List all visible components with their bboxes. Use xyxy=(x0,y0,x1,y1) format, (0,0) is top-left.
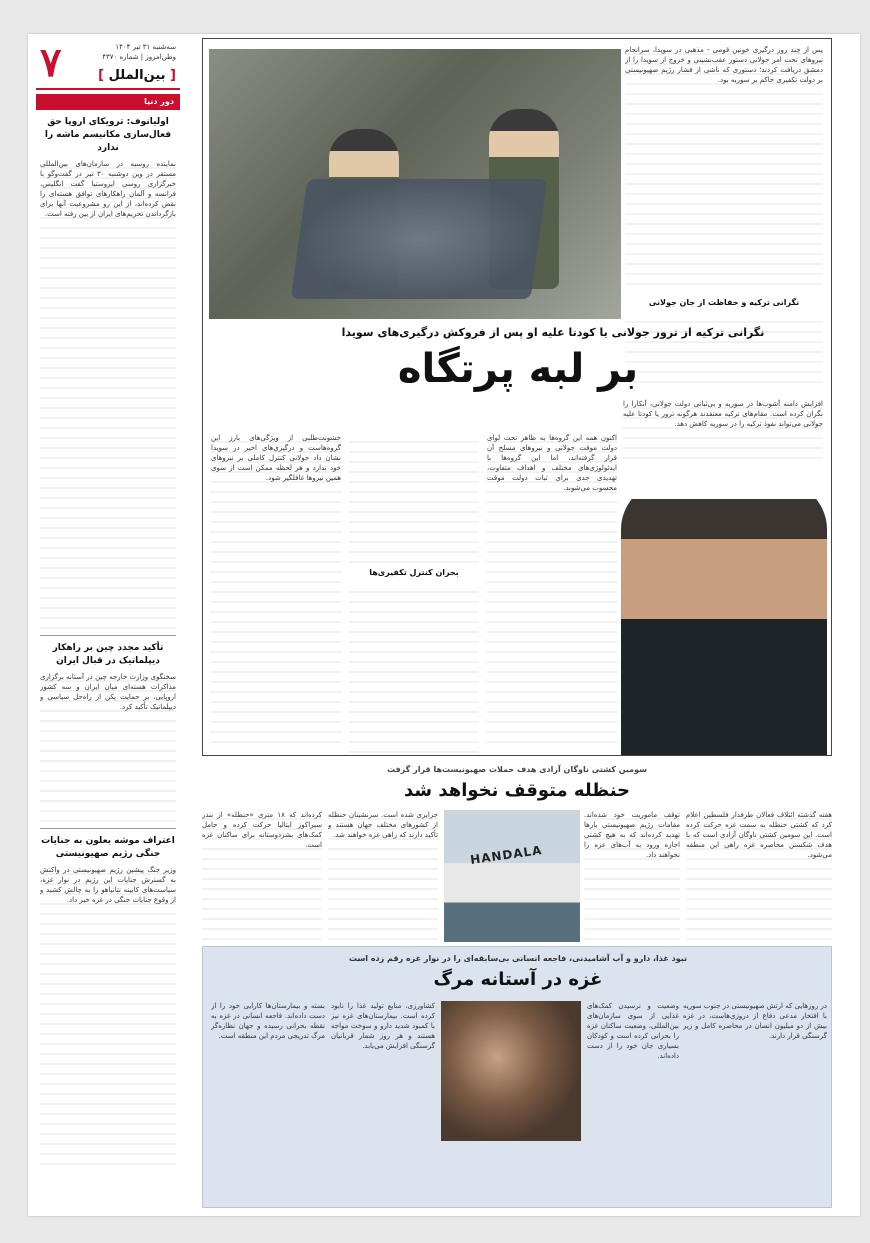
story2-headline[interactable]: حنظله متوقف نخواهد شد xyxy=(403,780,631,801)
sidebar-story1-body: نماینده روسیه در سازمان‌های بین‌المللی مستقر در وین دوشنبه ۳۰ تیر در گفت‌وگو با خبرگزاری روسی ایزوستیا گفت انگلیس، فرانسه و آلمان راهکارهای توافق هسته‌ای را نقض کرده‌اند، از این رو مشروعیت آنها برای بازگرداندن تحریم‌های ایران از بین رفته است. xyxy=(40,159,176,629)
story2-col-center: توقف ماموریت خود شده‌اند. مقامات رژیم صهیونیستی بارها تهدید کرده‌اند که به هیچ کشتی اجازه ورود به آب‌های غزه را نخواهند داد. xyxy=(584,810,680,942)
sidebar-story2-headline[interactable]: تأکید مجدد چین بر راهکار دیپلماتیک در قبال ایران xyxy=(52,643,164,666)
story3-headline[interactable]: غزه در آستانه مرگ xyxy=(433,969,603,990)
story2-col-right: هفته گذشته ائتلاف فعالان طرفدار فلسطین اعلام کرد که کشتی حنظله به سمت غزه حرکت کرده است. این سومین کشتی ناوگان آزادی است که با هدف شکستن محاصره غزه راهی این منطقه می‌شود. xyxy=(686,810,832,942)
ship-photo xyxy=(444,810,580,942)
lead-col-bottom-right: افزایش دامنه آشوب‌ها در سوریه و بی‌ثباتی دولت جولانی، آنکارا را نگران کرده است. مقام‌های ترکیه معتقدند هرگونه ترور یا کودتا علیه جولانی می‌تواند نفوذ ترکیه را در سوریه کاهش دهد. xyxy=(623,399,823,465)
section-title-text: بین‌الملل xyxy=(108,68,166,83)
story3-col-far-left: بسته و بیمارستان‌ها کارایی خود را از دست داده‌اند. فاجعه انسانی در غزه به نقطه بحرانی رسیده و جهان نظاره‌گر مرگ تدریجی مردم این منطقه است. xyxy=(211,1002,325,1040)
date-line xyxy=(102,42,176,62)
story3-col-mid: وضعیت و نرسیدن کمک‌های غذایی از سوی سازمان‌های بین‌المللی، وضعیت ساکنان غزه را بحرانی کرده است و کودکان بسیاری جان خود را از دست داده‌اند. xyxy=(587,1002,679,1060)
lead-photo-meeting xyxy=(209,49,621,319)
story2-col-left: کرده‌اند که ۱۸ مترى «حنظله» از بندر سیراکوز ایتالیا حرکت کرده و حامل کمک‌های بشردوستانه برای ساکنان غزه است. xyxy=(202,810,322,942)
lead-col-mid-left xyxy=(349,433,479,751)
jolani-portrait xyxy=(621,469,827,755)
sidebar-story1-headline[interactable]: اولیانوف: ترویکای اروپا حق فعال‌سازی مکانیسم ماشه را ندارد xyxy=(44,117,172,153)
story3-col-left: کشاورزی، منابع تولید غذا را نابود کرده است. بیمارستان‌های غزه نیز با کمبود شدید دارو و سوخت مواجه هستند و هر روز شمار قربانیان گرسنگی افزایش می‌یابد. xyxy=(331,1002,435,1050)
section-tag: دور دنیا xyxy=(36,94,180,110)
section-title: [ بین‌الملل ] xyxy=(98,68,176,83)
sidebar-story3-body: وزیر جنگ پیشین رژیم صهیونیستی در واکنش به گسترش جنایات این رژیم در نوار غزه، سیاست‌های کابینه نتانیاهو را به چالش کشید و از وقوع جنایات جنگی در غزه خبر داد. xyxy=(40,865,176,1165)
story2-col-mid: جزایری شده است. سرنشینان حنظله از کشورهای مختلف جهان هستند و تأکید دارند که راهی غزه خواهند شد. xyxy=(328,810,438,942)
divider xyxy=(40,828,176,829)
lead-col-mid-left-cont xyxy=(349,583,479,753)
newspaper-page xyxy=(28,34,860,1216)
sidebar xyxy=(36,38,180,1210)
lead-headline[interactable]: بر لبه پرتگاه xyxy=(397,346,639,392)
lead-col-left: خشونت‌طلبی از ویژگی‌های بارز این گروه‌هاست و درگیری‌های اخیر در سویدا نشان داد جولانی کنترل کاملی بر نیروهای خود ندارد و هر لحظه ممکن است از سوی همین نیروها غافلگیر شود. xyxy=(211,433,341,751)
lead-subhead-1: نگرانی ترکیه و حفاظت از جان جولانی xyxy=(648,298,800,307)
story3-col-right: در روزهایی که ارتش صهیونیستی در جنوب سوریه با افتخار مدعی دفاع از دروزی‌هاست، در غزه بیش از دو میلیون انسان در محاصره کامل و زیر گرسنگی قرار دارند. xyxy=(683,1002,827,1040)
story2-kicker: سومین کشتی ناوگان آزادی هدف حملات صهیونیست‌ها قرار گرفت xyxy=(386,765,648,774)
lead-col-mid: اکنون همه این گروه‌ها به ظاهر تحت لوای دولت موقت جولانی و نیروهای مسلح آن قرار گرفته‌اند، اما این گروه‌ها با ایدئولوژی‌های مختلف و اهداف متفاوت، تهدیدی جدی برای ثبات دولت موقت محسوب می‌شوند. xyxy=(487,433,617,751)
sidebar-story2-body: سخنگوی وزارت خارجه چین در آستانه برگزاری مذاکرات هسته‌ای میان ایران و سه کشور اروپایی، بر حمایت پکن از راه‌حل سیاسی و دیپلماتیک تأکید کرد. xyxy=(40,672,176,822)
divider xyxy=(40,635,176,636)
date-text: سه‌شنبه ۳۱ تیر ۱۴۰۴ xyxy=(115,43,176,51)
masthead xyxy=(36,38,180,90)
lead-col-mid-left-text xyxy=(349,433,479,563)
issue-text: وطن‌امروز | شماره ۴۳۷۰ xyxy=(102,53,176,61)
lead-kicker: نگرانی ترکیه از ترور جولانی یا کودتا علیه او پس از فروکش درگیری‌های سویدا xyxy=(341,326,765,339)
map-table xyxy=(291,179,548,299)
story3-kicker: نبود غذا، دارو و آب آشامیدنی، فاجعه انسانی بی‌سابقه‌ای را در نوار غزه رقم زده است xyxy=(348,954,688,963)
page-number: ۷ xyxy=(40,39,62,86)
sidebar-story3-headline[interactable]: اعتراف موشه یعلون به جنایات جنگی رژیم صهیونیستی xyxy=(41,836,175,859)
gaza-children-photo xyxy=(441,1001,581,1141)
lead-subhead-2: بحران کنترل تکفیری‌ها xyxy=(369,568,459,577)
lead-story xyxy=(202,38,832,756)
lead-col-top-right-text: پس از چند روز درگیری خونین قومی - مذهبی در سویدا، سرانجام نیروهای تحت امر جولانی دستور عقب‌نشینی و خروج از سویدا را از دمشق دریافت کردند؛ دستوری که ناشی از فشار رژیم صهیونیستی بر دولت تکفیری حاکم بر سوریه بود. xyxy=(625,45,823,293)
gaza-story xyxy=(202,946,832,1208)
ship-name: HANDALA xyxy=(469,843,544,867)
